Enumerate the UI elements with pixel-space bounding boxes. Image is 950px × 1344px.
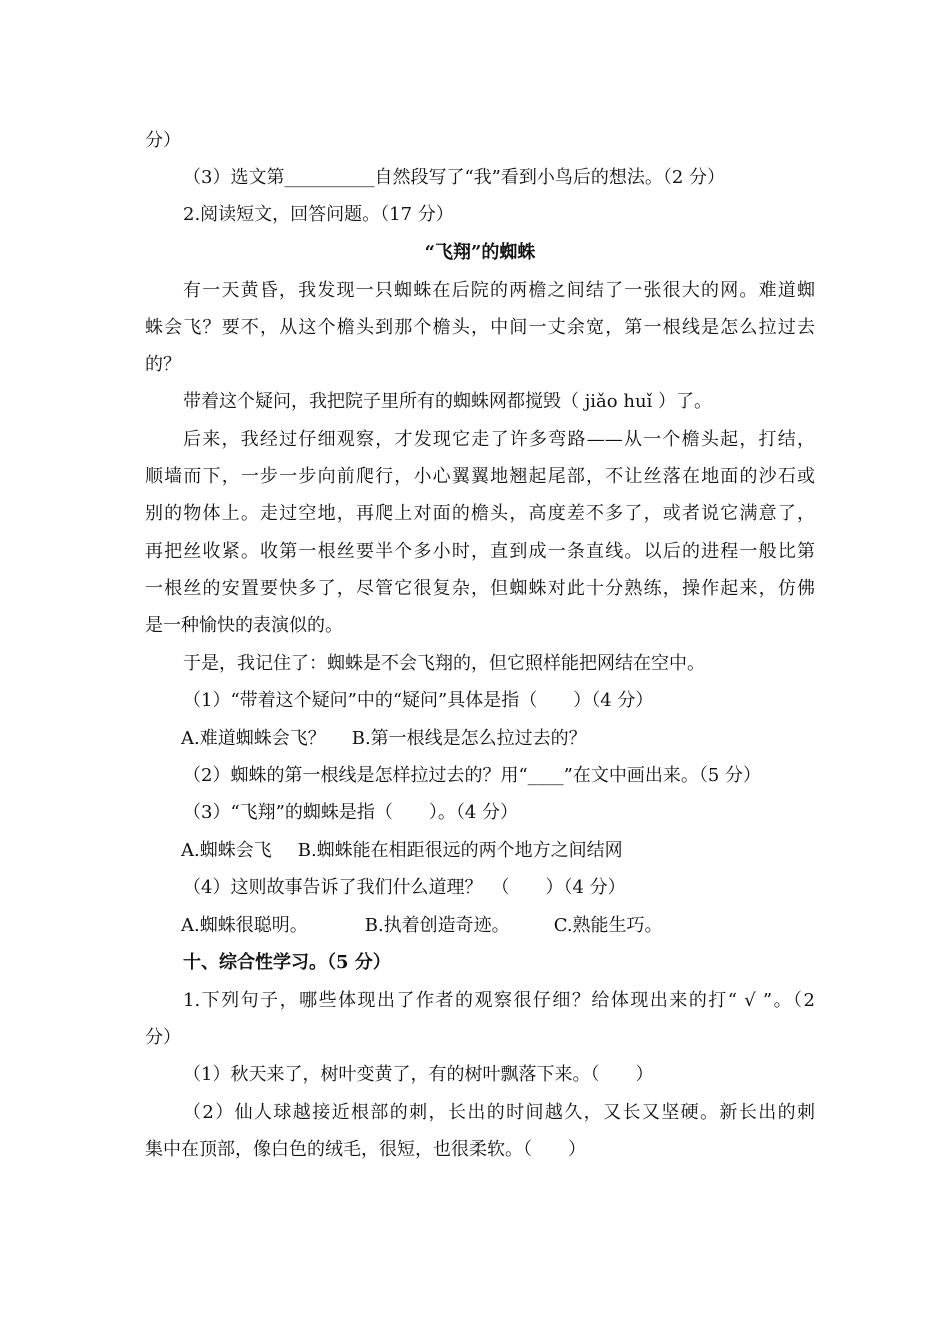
option-4c: C.熟能生巧。 — [553, 915, 663, 936]
question-4: （4）这则故事告诉了我们什么道理？ （ ）（4 分） — [183, 877, 626, 898]
passage-p1-line1: 有一天黄昏，我发现一只蜘蛛在后院的两檐之间结了一张很大的网。难道蜘 — [183, 280, 815, 301]
question-1: （1）“带着这个疑问”中的“疑问”具体是指（ ）（4 分） — [183, 690, 654, 711]
passage-p3-line5: 一根丝的安置要快多了，尽管它很复杂，但蜘蛛对此十分熟练，操作起来，仿佛 — [145, 578, 815, 599]
section-10-item-2-line2: 集中在顶部，像白色的绒毛，很短，也很柔软。（ ） — [145, 1139, 586, 1160]
passage-p3-line1: 后来，我经过仔细观察，才发现它走了许多弯路——从一个檐头起，打结， — [183, 429, 815, 450]
section-10-item-2-line1: （2）仙人球越接近根部的刺，长出的时间越久，又长又坚硬。新长出的刺 — [183, 1102, 815, 1123]
passage-p2: 带着这个疑问，我把院子里所有的蜘蛛网都搅毁（ jiǎo huǐ ）了。 — [183, 391, 713, 412]
question-4-options — [181, 914, 851, 938]
section-10-question-1-line1: 1.下列句子，哪些体现出了作者的观察很仔细？给体现出来的打“ √ ”。（2 — [183, 990, 815, 1011]
passage-p1-line3: 的？ — [145, 354, 181, 375]
question-3: （3）“飞翔”的蜘蛛是指（ ）。（4 分） — [183, 802, 519, 823]
reading-task-2-heading: 2.阅读短文，回答问题。（17 分） — [183, 204, 454, 225]
question-2: （2）蜘蛛的第一根线是怎样拉过去的？用“____”在文中画出来。（5 分） — [183, 765, 762, 786]
question-3-options — [181, 839, 851, 863]
section-10-question-1-line2: 分） — [145, 1027, 181, 1048]
passage-p1-line2: 蛛会飞？要不，从这个檐头到那个檐头，中间一丈余宽，第一根线是怎么拉过去 — [145, 317, 815, 338]
option-1a: A.难道蜘蛛会飞？ — [181, 728, 326, 749]
passage-p4: 于是，我记住了：蜘蛛是不会飞翔的，但它照样能把网结在空中。 — [183, 653, 705, 674]
option-3b: B.蜘蛛能在相距很远的两个地方之间结网 — [297, 840, 623, 861]
question-1-options — [181, 727, 851, 751]
passage-title: “飞翔”的蜘蛛 — [424, 242, 536, 263]
passage-p3-line6: 是一种愉快的表演似的。 — [145, 615, 343, 636]
option-4a: A.蜘蛛很聪明。 — [181, 915, 308, 936]
option-4b: B.执着创造奇迹。 — [364, 915, 510, 936]
section-10-item-1: （1）秋天来了，树叶变黄了，有的树叶飘落下来。（ ） — [183, 1064, 654, 1085]
passage-p3-line3: 别的物体上。走过空地，再爬上对面的檐头，高度差不多了，或者说它满意了， — [145, 503, 815, 524]
section-10-heading: 十、综合性学习。（5 分） — [183, 952, 391, 973]
option-1b: B.第一根线是怎么拉过去的？ — [351, 728, 587, 749]
question-3-prev-reading: （3）选文第__________自然段写了“我”看到小鸟后的想法。（2 分） — [183, 167, 726, 188]
passage-p3-line4: 再把丝收紧。收第一根丝要半个多小时，直到成一条直线。以后的进程一般比第 — [145, 541, 815, 562]
option-3a: A.蜘蛛会飞 — [181, 840, 272, 861]
passage-p3-line2: 顺墙而下，一步一步向前爬行，小心翼翼地翘起尾部，不让丝落在地面的沙石或 — [145, 466, 815, 487]
text-line-score-end: 分） — [145, 130, 181, 151]
